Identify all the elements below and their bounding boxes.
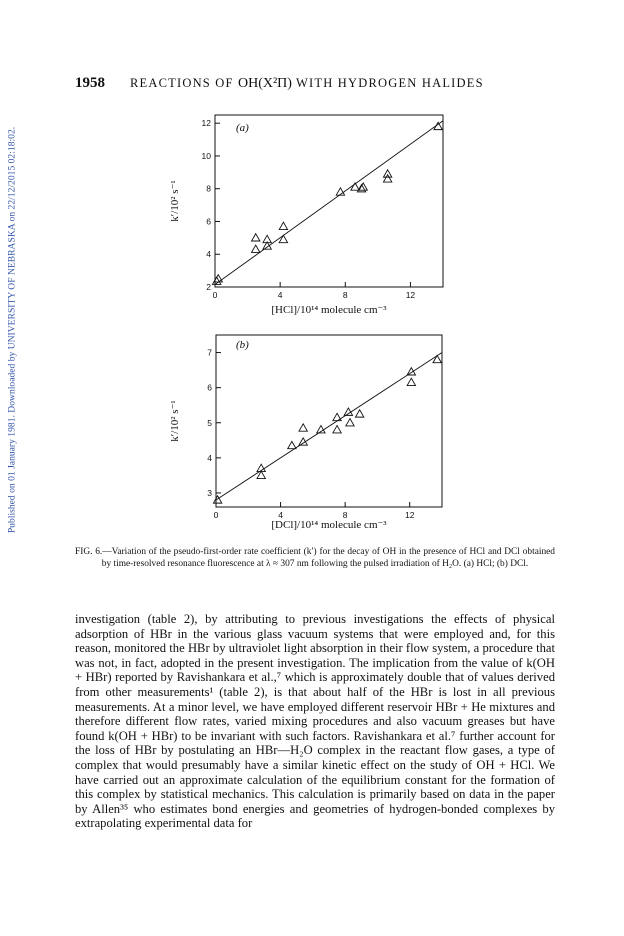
plot-frame bbox=[215, 115, 443, 287]
y-tick-label: 10 bbox=[201, 150, 211, 161]
axis-ticks bbox=[202, 118, 416, 300]
y-axis-label: k′/10² s⁻¹ bbox=[169, 180, 181, 222]
panel-label: (b) bbox=[236, 339, 249, 351]
x-tick-label: 0 bbox=[213, 510, 219, 520]
data-point-triangle bbox=[407, 368, 415, 375]
running-title bbox=[130, 76, 484, 92]
data-point-triangle bbox=[355, 410, 363, 417]
running-title-post: WITH HYDROGEN HALIDES bbox=[291, 76, 484, 90]
y-axis-label: k′/10² s⁻¹ bbox=[169, 400, 181, 442]
body-paragraph: investigation (table 2), by attributing to previous investigations the effects of physical adsorption of HBr in the various glass vacuum systems that were employed and, for this reason, monitored the HBr by ultraviolet light absorption in their flow system, a procedure that was not, in fact, adopted in the present investigation. The implication from the value of k(OH + HBr) reported by Ravishankara et al.,⁷ which is approximately double that of values derived from other measurements¹ (table 2), is that about half of the HBr is lost in all previous measurements. At a minor level, we have employed different reservoir HBr + He mixtures and therefore different flow rates, varied mixing procedures and also vacuum greases but have found k(OH + HBr) to be invariant with such factors. Ravishankara et al.⁷ further account for the loss of HBr by postulating an HBr—H₂O complex in the reactant flow gases, a type of complex that would presumably have a similar kinetic effect on the study of OH + HCl. We have carried out an approximate calculation of the equilibrium constant for the formation of this complex by statistical mechanics. This calculation is primarily based on data in the paper by Allen³⁵ who estimates bond energies and geometries of hydrogen-bonded complexes by extrapolating experimental data for bbox=[75, 612, 555, 831]
x-tick-label: 12 bbox=[404, 510, 415, 520]
data-point-triangle bbox=[407, 378, 415, 385]
x-axis-label: [HCl]/10¹⁴ molecule cm⁻³ bbox=[271, 304, 387, 316]
y-tick-label: 4 bbox=[206, 249, 211, 260]
running-title-pre: REACTIONS OF bbox=[130, 76, 238, 90]
x-tick-label: 8 bbox=[342, 290, 348, 300]
data-point-triangle bbox=[279, 222, 287, 229]
chart-panel-a bbox=[160, 110, 460, 320]
x-tick-label: 4 bbox=[278, 510, 283, 520]
data-point-triangle bbox=[346, 419, 354, 426]
page-number: 1958 bbox=[75, 75, 105, 91]
x-axis-label: [DCl]/10¹⁴ molecule cm⁻³ bbox=[271, 519, 387, 531]
data-point-triangle bbox=[252, 245, 260, 252]
y-tick-label: 12 bbox=[201, 118, 211, 129]
y-tick-label: 4 bbox=[207, 452, 212, 463]
y-tick-label: 6 bbox=[207, 382, 212, 393]
axis-ticks bbox=[207, 348, 414, 520]
data-point-triangle bbox=[433, 355, 441, 362]
x-tick-label: 8 bbox=[342, 510, 348, 520]
figure-caption: FIG. 6.—Variation of the pseudo-first-order rate coefficient (k′) for the decay of OH in the presence of HCl and DCl obtained by time-resolved resonance fluorescence at λ ≈ 307 nm following the pulsed irradiation of H₂O. (a) HCl; (b) DCl. bbox=[75, 547, 555, 569]
running-title-formula: OH(X²Π) bbox=[237, 76, 292, 91]
data-point-triangle bbox=[279, 235, 287, 242]
x-tick-label: 4 bbox=[277, 290, 283, 300]
page-header bbox=[75, 75, 555, 95]
y-tick-label: 6 bbox=[206, 216, 211, 227]
y-tick-label: 7 bbox=[207, 347, 212, 358]
data-point-triangle bbox=[299, 424, 307, 431]
data-point-triangle bbox=[252, 234, 260, 241]
plot-frame bbox=[216, 335, 442, 507]
data-point-triangle bbox=[383, 170, 391, 177]
x-tick-label: 0 bbox=[212, 290, 218, 300]
download-provenance-note bbox=[4, 60, 20, 600]
provenance-text: Published on 01 January 1981. Downloaded by UNIVERSITY OF NEBRASKA on 22/12/2015 02:18:02. bbox=[6, 126, 18, 534]
regression-line bbox=[215, 121, 443, 285]
data-points bbox=[213, 355, 441, 503]
x-tick-label: 12 bbox=[405, 290, 416, 300]
y-tick-label: 2 bbox=[206, 282, 211, 292]
y-tick-label: 8 bbox=[206, 183, 211, 194]
chart-panel-b bbox=[170, 330, 460, 535]
y-tick-label: 5 bbox=[207, 417, 212, 428]
y-tick-label: 3 bbox=[207, 487, 212, 498]
panel-label: (a) bbox=[236, 122, 249, 134]
data-point-triangle bbox=[288, 441, 296, 448]
data-point-triangle bbox=[333, 426, 341, 433]
